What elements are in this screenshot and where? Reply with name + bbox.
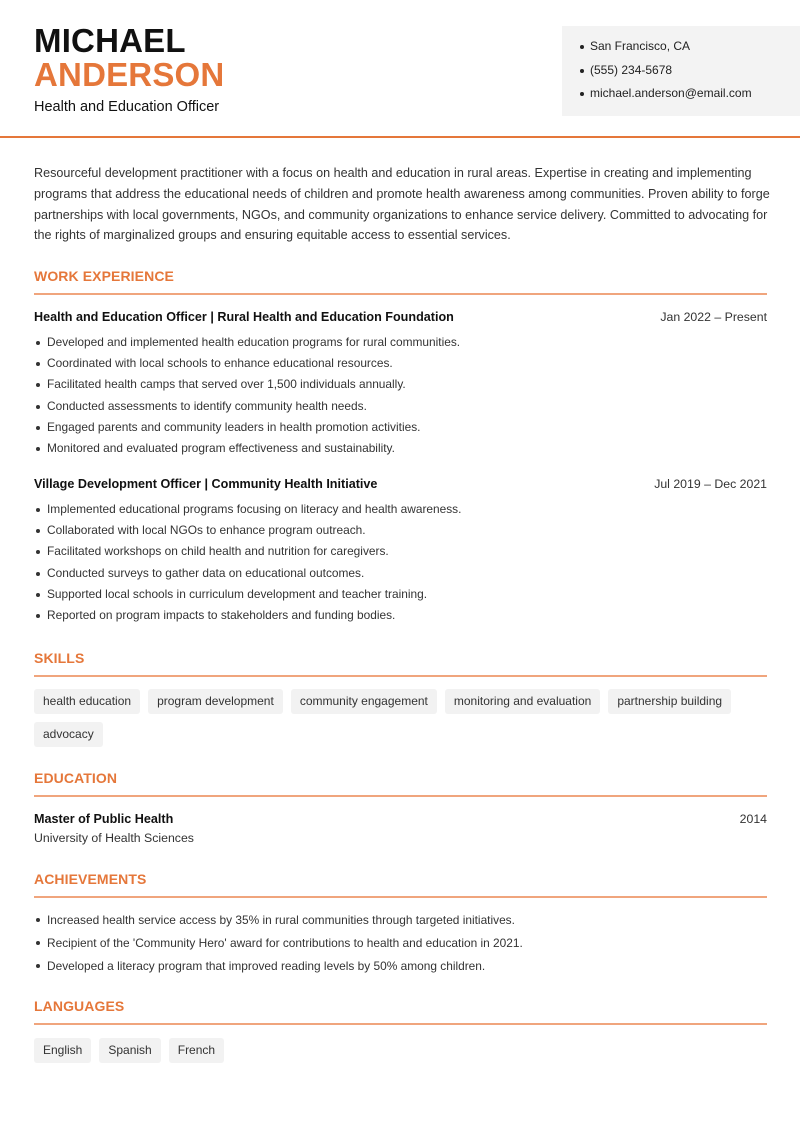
job-date: Jul 2019 – Dec 2021 [654,477,767,491]
first-name: MICHAEL [34,22,186,59]
list-item: Recipient of the 'Community Hero' award for contributions to health and education in 2021. [34,932,767,955]
contact-list [580,38,800,109]
job-bullets [34,332,767,459]
list-item: Increased health service access by 35% in rural communities through targeted initiatives. [34,909,767,932]
list-item: Engaged parents and community leaders in health promotion activities. [34,417,767,438]
section-rule [34,795,767,797]
list-item: Developed and implemented health education programs for rural communities. [34,332,767,353]
contact-email[interactable]: michael.anderson@email.com [580,85,800,109]
skill-tag: program development [148,689,283,714]
contact-box [562,26,800,116]
skills-tags [34,689,767,747]
language-tag: English [34,1038,91,1063]
skill-tag: community engagement [291,689,437,714]
skill-tag: monitoring and evaluation [445,689,600,714]
list-item: Developed a literacy program that improved reading levels by 50% among children. [34,955,767,978]
section-title-education: EDUCATION [34,770,118,786]
list-item: Collaborated with local NGOs to enhance program outreach. [34,520,767,541]
section-title-achievements: ACHIEVEMENTS [34,871,147,887]
education-degree: Master of Public Health [34,812,174,826]
language-tag: Spanish [99,1038,160,1063]
skill-tag: health education [34,689,140,714]
section-rule [34,293,767,295]
section-title-languages: LANGUAGES [34,998,125,1014]
list-item: Conducted surveys to gather data on educational outcomes. [34,563,767,584]
job-title: Health and Education Officer [34,99,220,115]
contact-location: San Francisco, CA [580,38,800,62]
job-bullets [34,499,767,626]
skill-tag: advocacy [34,722,103,747]
section-rule [34,896,767,898]
summary: Resourceful development practitioner with a focus on health and education in rural areas. Expertise in creating and implementing programs that address the educational needs of children and promote health awareness among communities. Proven ability to forge partnerships with local governments, NGOs, and community organizations to enhance service delivery. Committed to advocating for the rights of marginalized groups and ensuring equitable access to essential services. [34,166,770,243]
language-tags [34,1038,767,1063]
job-heading: Health and Education Officer | Rural Health and Education Foundation [34,310,454,324]
contact-phone: (555) 234-5678 [580,62,800,86]
list-item: Supported local schools in curriculum development and teacher training. [34,584,767,605]
last-name: ANDERSON [34,56,225,93]
achievement-bullets [34,909,767,977]
list-item: Monitored and evaluated program effectiveness and sustainability. [34,438,767,459]
section-rule [34,675,767,677]
list-item: Coordinated with local schools to enhance educational resources. [34,353,767,374]
skill-tag: partnership building [608,689,731,714]
section-title-work: WORK EXPERIENCE [34,268,174,284]
job-heading: Village Development Officer | Community Health Initiative [34,477,378,491]
list-item: Facilitated workshops on child health and nutrition for caregivers. [34,541,767,562]
section-title-skills: SKILLS [34,650,85,666]
list-item: Conducted assessments to identify community health needs. [34,396,767,417]
education-year: 2014 [739,812,767,826]
list-item: Reported on program impacts to stakeholders and funding bodies. [34,605,767,626]
resume-header [0,0,800,138]
list-item: Facilitated health camps that served over 1,500 individuals annually. [34,374,767,395]
education-school: University of Health Sciences [34,831,194,845]
job-date: Jan 2022 – Present [660,310,767,324]
language-tag: French [169,1038,224,1063]
section-rule [34,1023,767,1025]
list-item: Implemented educational programs focusing on literacy and health awareness. [34,499,767,520]
